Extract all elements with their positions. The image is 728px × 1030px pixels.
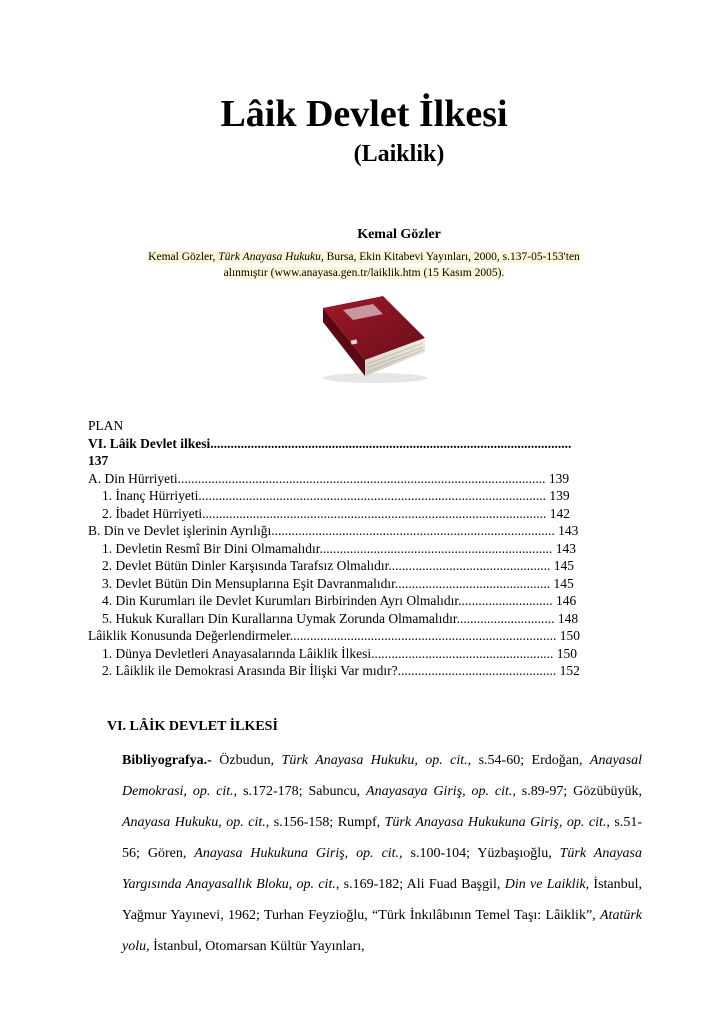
source-text-end: Bursa, Ekin Kitabevi Yayınları, 2000, s.137-05-153'ten: [323, 251, 580, 263]
bibliography-work-title: Türk Anayasa Hukukuna Giriş, op. cit.,: [384, 815, 610, 830]
bibliography-label: Bibliyografya.-: [122, 753, 212, 768]
bibliography-text: İstanbul, Yağmur Yayınevi, 1962; Turhan Feyzioğlu, “Türk İnkılâbının Temel Taşı: Lâiklik”,: [122, 877, 643, 923]
bibliography-text: s.172-178; Sabuncu,: [237, 784, 367, 799]
toc-entry: 5. Hukuk Kuralları Din Kurallarına Uymak Zorunda Olmamalıdır............................. 148: [102, 610, 579, 626]
bibliography-work-title: Din ve Laiklik,: [504, 877, 590, 892]
bibliography-work-title: Anayasal Demokrasi, op. cit.,: [122, 753, 643, 799]
bibliography-text: s.89-97; Gözübüyük,: [515, 784, 642, 799]
bibliography-paragraph: [122, 745, 642, 962]
toc-entry: 137: [88, 453, 109, 468]
author-name: Kemal Gözler: [357, 227, 441, 242]
bibliography-work-title: Anayasa Hukuku, op. cit.,: [122, 815, 270, 830]
bibliography-work-title: Türk Anayasa Hukuku, op. cit.,: [281, 753, 472, 768]
toc-entry: 3. Devlet Bütün Din Mensuplarına Eşit Davranmalıdır.............................................. 145: [102, 575, 574, 591]
bibliography-text: s.54-60; Erdoğan,: [471, 753, 590, 768]
bibliography-work-title: Anayasaya Giriş, op. cit.,: [366, 784, 516, 799]
document-title: Lâik Devlet İlkesi: [220, 93, 508, 135]
bibliography-text: Özbudun,: [219, 753, 282, 768]
bibliography-work-title: Atatürk yolu,: [122, 908, 642, 954]
source-line-2: alınmıştır (www.anayasa.gen.tr/laiklik.htm (15 Kasım 2005).: [223, 267, 505, 279]
toc-entry: 4. Din Kurumları ile Devlet Kurumları Birbirinden Ayrı Olmalıdır............................ 146: [102, 593, 577, 608]
toc-entry: 1. Devletin Resmî Bir Dini Olmamalıdır..................................................................... 143: [102, 540, 576, 556]
toc-entry: PLAN: [88, 418, 124, 433]
toc-entry: 1. Dünya Devletleri Anayasalarında Lâiklik İlkesi...................................................... 150: [102, 645, 578, 661]
toc-entry: A. Din Hürriyeti............................................................................................................. 139: [88, 470, 570, 486]
source-line-1: [148, 251, 580, 263]
toc-entry: 2. İbadet Hürriyeti...................................................................................................... 142: [102, 505, 570, 521]
source-book-title: Türk Anayasa Hukuku,: [218, 251, 324, 263]
toc-entry: VI. Lâik Devlet ilkesi...........................................................................................................: [88, 435, 572, 451]
book-cover-image: [313, 290, 431, 385]
book-icon: [313, 290, 431, 385]
table-of-contents: [88, 417, 648, 680]
source-citation: [128, 249, 600, 281]
source-text-start: Kemal Gözler,: [148, 251, 219, 263]
bibliography-text: s.156-158; Rumpf,: [269, 815, 385, 830]
bibliography-text: s.51-56; Gören,: [122, 815, 642, 861]
section-heading: VI. LÂİK DEVLET İLKESİ: [107, 719, 278, 734]
bibliography-work-title: Anayasa Hukukuna Giriş, op. cit.,: [194, 846, 403, 861]
bibliography-text: s.169-182; Ali Fuad Başgil,: [339, 877, 505, 892]
bibliography-text: İstanbul, Otomarsan Kültür Yayınları,: [149, 939, 365, 954]
toc-entry: Lâiklik Konusunda Değerlendirmeler............................................................................... 150: [88, 628, 580, 643]
bibliography-text: ,: [288, 877, 297, 892]
bibliography-work-title: Türk Anayasa Yargısında Anayasallık Bloku: [122, 846, 642, 892]
toc-entry: 1. İnanç Hürriyeti....................................................................................................... 139: [102, 488, 570, 503]
document-subtitle: (Laiklik): [353, 141, 445, 167]
toc-entry: B. Din ve Devlet işlerinin Ayrılığı.................................................................................... 143: [88, 523, 579, 538]
bibliography-work-title: op. cit.,: [296, 877, 340, 892]
toc-entry: 2. Lâiklik ile Demokrasi Arasında Bir İlişki Var mıdır?............................................... 152: [102, 663, 580, 678]
toc-entry: 2. Devlet Bütün Dinler Karşısında Tarafsız Olmalıdır................................................ 145: [102, 558, 574, 573]
bibliography-text: s.100-104; Yüzbaşıoğlu,: [402, 846, 560, 861]
